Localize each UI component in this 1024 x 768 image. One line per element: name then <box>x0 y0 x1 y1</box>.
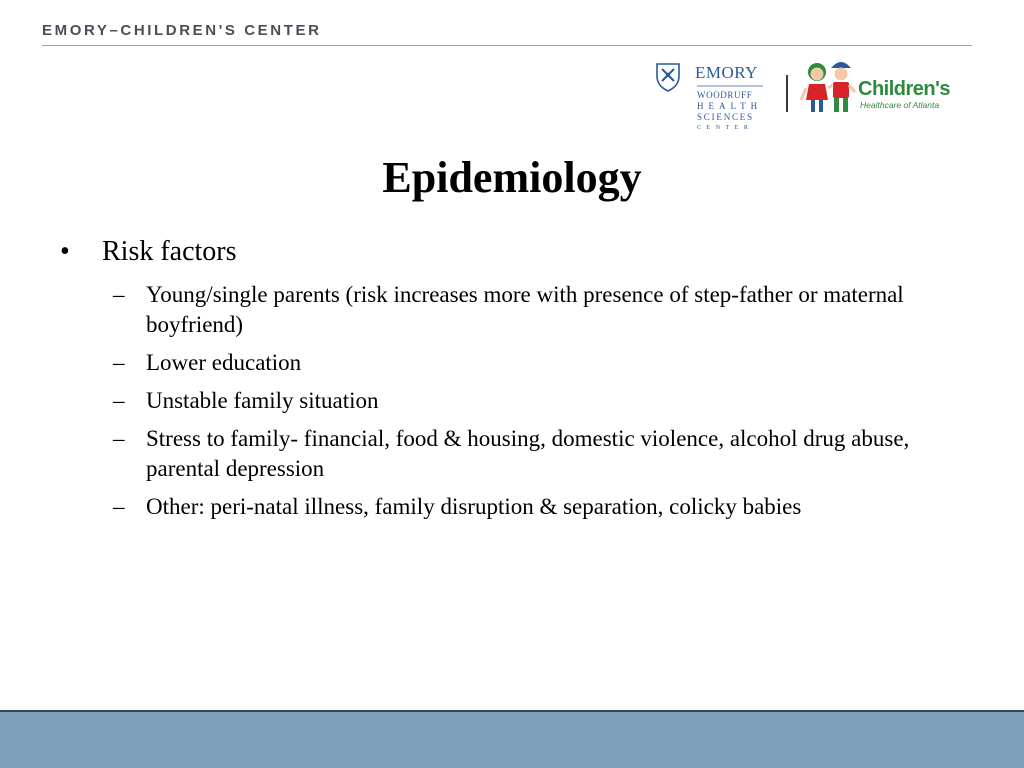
emory-line-center: CENTER <box>697 125 754 131</box>
emory-logo <box>653 62 771 132</box>
footer-band <box>0 710 1024 768</box>
dash-marker: – <box>113 494 125 519</box>
slide-title: Epidemiology <box>382 153 642 202</box>
risk-factor-list <box>113 280 913 530</box>
dash-marker: – <box>113 350 125 375</box>
childrens-kids-icon <box>801 62 855 112</box>
header-text: EMORY–CHILDREN'S CENTER <box>42 22 322 39</box>
bullet-marker: • <box>60 236 70 267</box>
dash-marker: – <box>113 388 125 413</box>
list-item <box>113 424 913 484</box>
dash-marker: – <box>113 282 125 307</box>
emory-line-health: HEALTH <box>697 101 763 111</box>
list-item-text: Lower education <box>146 350 302 375</box>
emory-line-sciences: SCIENCES <box>697 112 754 122</box>
header-divider <box>42 45 972 46</box>
childrens-name: Children's <box>858 78 950 100</box>
emory-shield-icon <box>657 64 679 91</box>
list-item-text: Unstable family situation <box>146 388 379 413</box>
childrens-logo <box>800 58 976 120</box>
list-item-text: Stress to family- financial, food & housing, domestic violence, alcohol drug abuse, parental depression <box>146 426 910 481</box>
list-item <box>113 348 913 378</box>
emory-line-woodruff: WOODRUFF <box>697 90 753 100</box>
emory-name: EMORY <box>695 63 758 82</box>
list-item <box>113 492 913 522</box>
bullet-label: Risk factors <box>102 236 237 267</box>
logo-divider <box>786 75 788 112</box>
list-item <box>113 280 913 340</box>
list-item <box>113 386 913 416</box>
list-item-text: Young/single parents (risk increases more with presence of step-father or maternal boyfriend) <box>146 282 904 337</box>
dash-marker: – <box>113 426 125 451</box>
childrens-tagline: Healthcare of Atlanta <box>860 100 940 110</box>
list-item-text: Other: peri-natal illness, family disruption & separation, colicky babies <box>146 494 802 519</box>
